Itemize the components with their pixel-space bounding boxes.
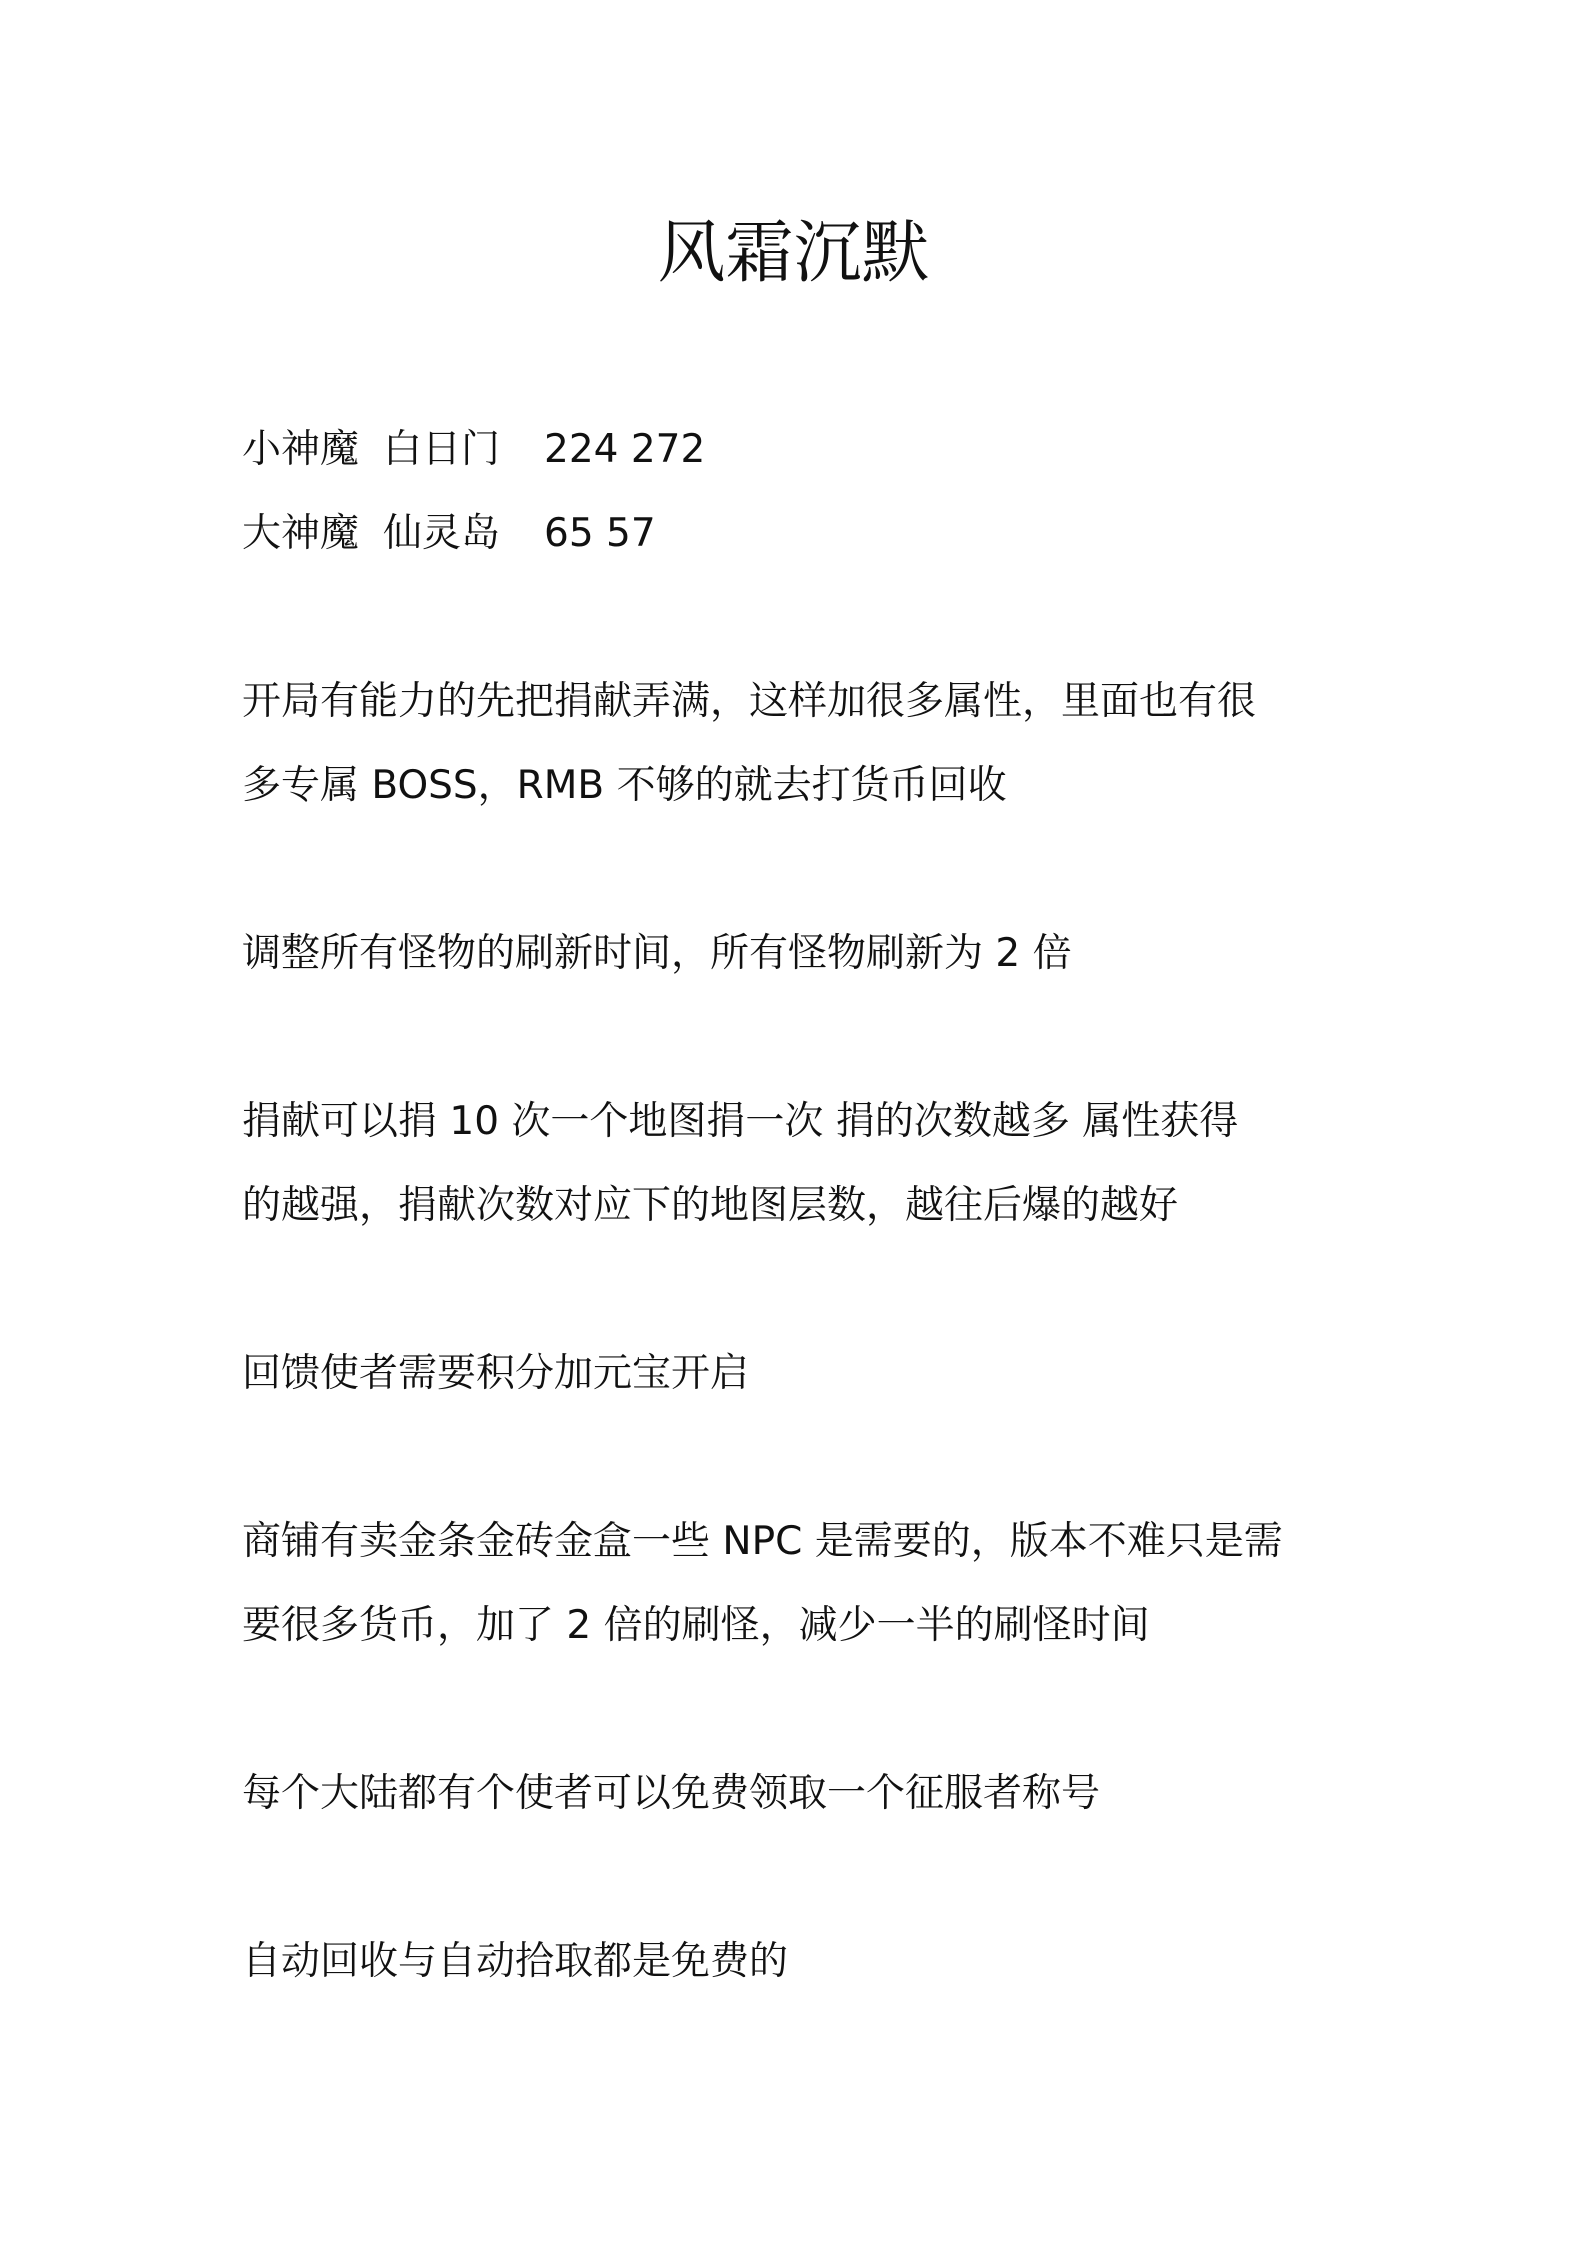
boss-map: 白日门	[383, 427, 501, 472]
boss-name: 小神魔	[242, 427, 360, 472]
paragraph-line: 的越强，捐献次数对应下的地图层数，越往后爆的越好	[242, 1183, 1179, 1228]
paragraph-line: 捐献可以捐 10 次一个地图捐一次 捐的次数越多 属性获得	[242, 1099, 1239, 1144]
paragraph-spacer	[242, 576, 1352, 660]
paragraph-line: 开局有能力的先把捐献弄满，这样加很多属性，里面也有很	[242, 679, 1257, 724]
document-body	[242, 408, 1352, 2004]
paragraph-spacer	[242, 828, 1352, 912]
boss-line-1	[242, 408, 1352, 492]
paragraph-line: 回馈使者需要积分加元宝开启	[242, 1351, 750, 1396]
paragraph-donation	[242, 660, 1352, 828]
boss-line-2	[242, 492, 1352, 576]
paragraph-spacer	[242, 1416, 1352, 1500]
paragraph-spacer	[242, 1836, 1352, 1920]
document-title: 风霜沉默	[657, 214, 930, 293]
boss-coords: 65 57	[544, 511, 656, 556]
paragraph-spacer	[242, 1248, 1352, 1332]
paragraph-auto-features	[242, 1920, 1352, 2004]
paragraph-line: 调整所有怪物的刷新时间，所有怪物刷新为 2 倍	[242, 931, 1072, 976]
boss-map: 仙灵岛	[383, 511, 501, 556]
paragraph-line: 每个大陆都有个使者可以免费领取一个征服者称号	[242, 1771, 1101, 1816]
paragraph-line: 多专属 BOSS，RMB 不够的就去打货币回收	[242, 763, 1007, 808]
paragraph-line: 商铺有卖金条金砖金盒一些 NPC 是需要的，版本不难只是需	[242, 1519, 1283, 1564]
paragraph-respawn	[242, 912, 1352, 996]
paragraph-spacer	[242, 996, 1352, 1080]
paragraph-spacer	[242, 1668, 1352, 1752]
paragraph-line: 要很多货币，加了 2 倍的刷怪，减少一半的刷怪时间	[242, 1603, 1150, 1648]
boss-name: 大神魔	[242, 511, 360, 556]
boss-coords: 224 272	[544, 427, 706, 472]
paragraph-line: 自动回收与自动拾取都是免费的	[242, 1939, 789, 1984]
paragraph-feedback-envoy	[242, 1332, 1352, 1416]
paragraph-donation-count	[242, 1080, 1352, 1248]
paragraph-envoy-title	[242, 1752, 1352, 1836]
paragraph-shop	[242, 1500, 1352, 1668]
